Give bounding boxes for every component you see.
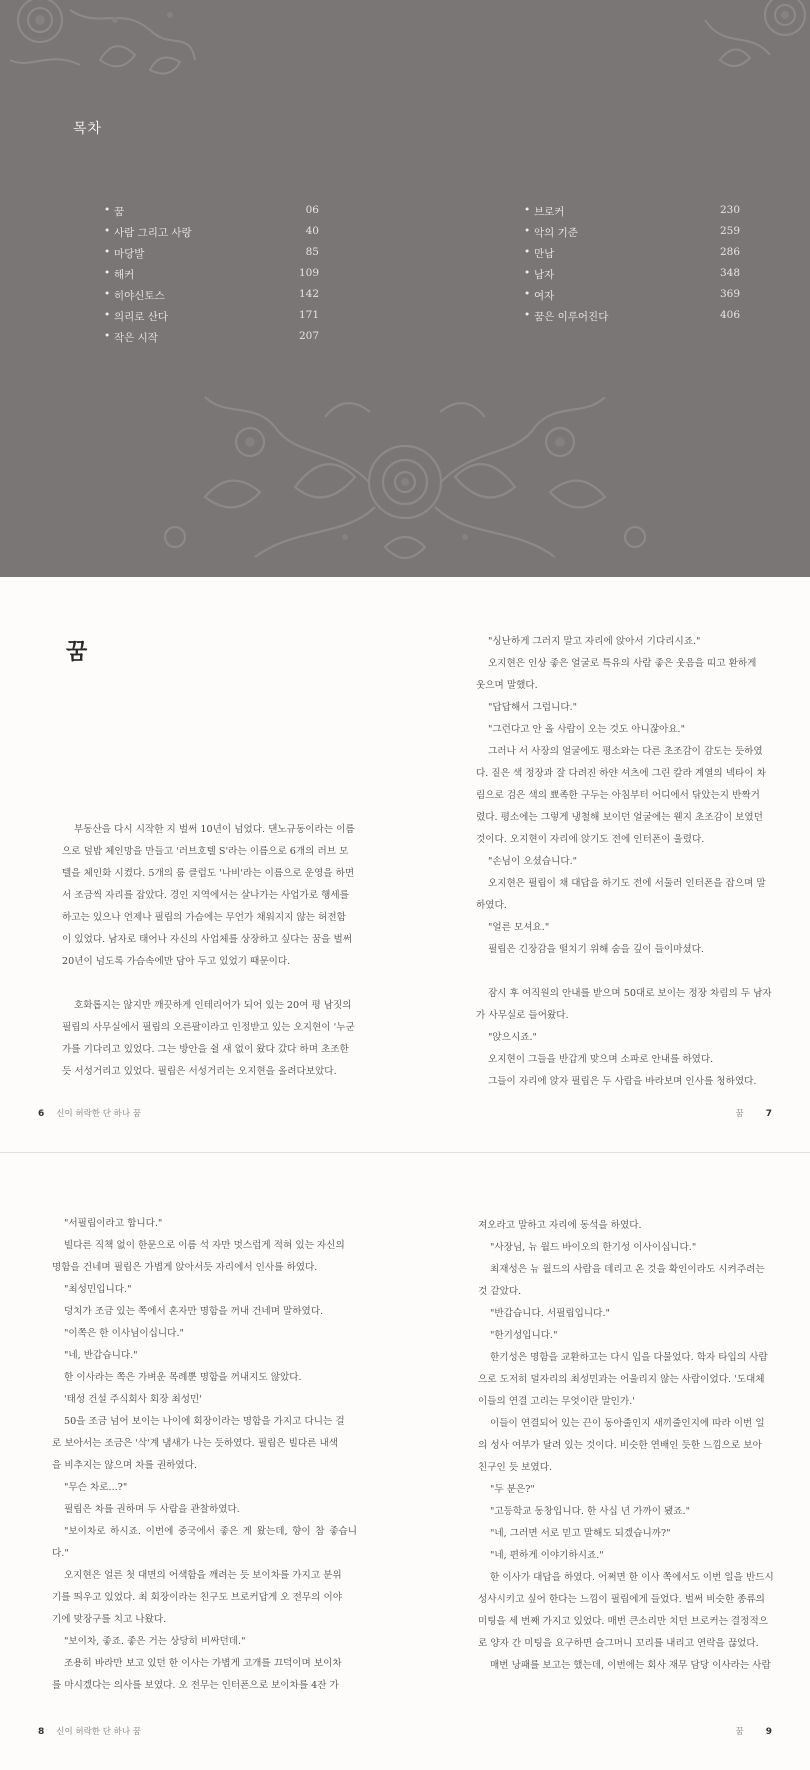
paragraph: "무슨 차로...?" xyxy=(64,1482,128,1493)
paragraph: "싱난하게 그러지 말고 자리에 앉아서 기다리시죠." xyxy=(488,636,701,647)
paragraph: "네, 그러면 서로 믿고 말해도 되겠습니까?" xyxy=(490,1528,671,1539)
bullet-icon: • xyxy=(524,267,531,279)
paragraph: 조용히 바라만 보고 있던 한 이사는 가볍게 고개를 끄덕이며 보이차 를 마시겠다는 의사를 보였다. 오 전무는 인터폰으로 보이차를 4잔 가 xyxy=(52,1658,342,1691)
toc-entry-page: 85 xyxy=(305,246,319,258)
toc-left-column xyxy=(104,204,319,351)
toc-entry-label: 의리로 산다 xyxy=(114,311,169,323)
toc-right-column xyxy=(524,204,740,330)
floral-ornament-top-right xyxy=(700,0,810,80)
page-9-body xyxy=(478,1215,783,1677)
paragraph: 한 이사라는 쪽은 가벼운 목례뿐 명함을 꺼내지도 않았다. xyxy=(64,1372,302,1383)
paragraph: "반갑습니다. 서필립입니다." xyxy=(490,1308,610,1319)
bullet-icon: • xyxy=(104,225,111,237)
toc-entry[interactable] xyxy=(524,288,740,309)
paragraph: '태성 건설 주식회사 회장 최성민' xyxy=(64,1394,202,1405)
paragraph: 그들이 자리에 앉자 필립은 두 사람을 바라보며 인사를 청하였다. xyxy=(488,1076,757,1087)
paragraph: "고등학교 동창입니다. 한 사십 년 가까이 됐죠." xyxy=(490,1506,691,1517)
paragraph: "얼른 모셔요." xyxy=(488,922,550,933)
toc-entry-label: 마당발 xyxy=(114,248,145,260)
toc-title: 목차 xyxy=(73,121,103,137)
running-title: 신이 허락한 단 하나 꿈 xyxy=(56,1727,141,1737)
folio-left xyxy=(38,1725,141,1737)
toc-entry-label: 악의 기준 xyxy=(534,227,578,239)
bullet-icon: • xyxy=(524,309,531,321)
bullet-icon: • xyxy=(104,267,111,279)
paragraph: 부동산을 다시 시작한 지 벌써 10년이 넘었다. 댄노규동이라는 이름 으로 덮밥 체인망을 만들고 '러브호텔 S'라는 이름으로 6개의 러브 모 텔을 체인화 시켰다. 5개의 룸 클럽도 '나비'라는 이름으로 운영을 하면 서 조금씩 자리를 잡았다. 경인 지역에서는 살나가는 사업가로 행세를 하고는 있으나 언제나 필립의 가슴에는 무언가 채워지지 않는 허전함 이 있었다. 남자로 태어나 자신의 사업체를 상장하고 싶다는 꿈을 벌써 20년이 넘도록 가슴속에만 담아 두고 있었기 때문이다. xyxy=(62,824,355,967)
toc-entry-label: 남자 xyxy=(534,269,555,281)
toc-entry-page: 06 xyxy=(305,204,319,216)
paragraph: "네, 반갑습니다." xyxy=(64,1350,138,1361)
paragraph: 필립은 차를 권하며 두 사람을 관찰하였다. xyxy=(64,1504,240,1515)
toc-entry-label: 꿈은 이루어진다 xyxy=(534,311,609,323)
bullet-icon: • xyxy=(524,246,531,258)
folio-left xyxy=(38,1107,141,1119)
paragraph: 필립은 긴장감을 떨치기 위해 숨을 깊이 들이마셨다. xyxy=(488,944,704,955)
toc-entry-page: 369 xyxy=(719,288,740,300)
toc-entry-label: 만남 xyxy=(534,248,555,260)
paragraph: 최재성은 뉴 월드의 사람을 데리고 온 것을 확인이라도 시켜주려는 것 같았다. xyxy=(478,1264,765,1297)
bullet-icon: • xyxy=(524,204,531,216)
paragraph: "답답해서 그럽니다." xyxy=(488,702,578,713)
toc-entry-label: 브로커 xyxy=(534,206,565,218)
toc-entry-page: 207 xyxy=(298,330,319,342)
floral-ornament-top-left xyxy=(0,0,200,90)
toc-entry-label: 사람 그리고 사랑 xyxy=(114,227,192,239)
toc-entry-page: 406 xyxy=(719,309,740,321)
folio-right xyxy=(736,1107,772,1119)
page-8-body xyxy=(52,1213,357,1697)
page-number: 8 xyxy=(38,1727,45,1737)
paragraph: "두 분은?" xyxy=(490,1484,535,1495)
paragraph: 덩치가 조금 있는 쪽에서 혼자만 명함을 꺼내 건네며 말하였다. xyxy=(64,1306,324,1317)
paragraph: "그런다고 안 올 사람이 오는 것도 아니잖아요." xyxy=(488,724,685,735)
paragraph: 오지현은 필립이 채 대답을 하기도 전에 서둘러 인터폰을 잡으며 말 하였다. xyxy=(476,878,766,911)
paragraph: "보이차로 하시죠. 이번에 중국에서 좋은 게 왔는데, 향이 참 좋습니다." xyxy=(52,1526,357,1559)
toc-entry-label: 히야신토스 xyxy=(114,290,165,302)
toc-entry[interactable] xyxy=(524,309,740,330)
toc-entry-page: 171 xyxy=(298,309,319,321)
toc-entry-label: 해커 xyxy=(114,269,135,281)
paragraph: 오지현은 인상 좋은 얼굴로 특유의 사람 좋은 웃음을 띠고 환하게 웃으며 말했다. xyxy=(476,658,757,691)
paragraph: 한 이사가 대답을 하였다. 어쩌면 한 이사 쪽에서도 이번 일을 반드시 성사시키고 싶어 한다는 느낌이 필립에게 들었다. 벌써 비슷한 종류의 미팅을 세 번째 가지고 있었다. 매번 큰소리만 치던 브로커는 결정적으 로 양자 간 미팅을 요구하면 슬그머니 꼬리를 내리고 연락을 끊었다. xyxy=(478,1572,774,1649)
page-number: 9 xyxy=(765,1727,772,1737)
page-number: 7 xyxy=(765,1109,772,1119)
toc-entry[interactable] xyxy=(524,225,740,246)
bullet-icon: • xyxy=(104,330,111,342)
running-chapter: 꿈 xyxy=(735,1109,744,1119)
toc-entry-page: 348 xyxy=(719,267,740,279)
bullet-icon: • xyxy=(104,288,111,300)
paragraph: 빌다른 직책 없이 한문으로 이름 석 자만 멋스럽게 적혀 있는 자신의 명함을 건네며 필립은 가볍게 앉아서듯 자리에서 인사를 하였다. xyxy=(52,1240,345,1273)
bullet-icon: • xyxy=(104,204,111,216)
running-title: 신이 허락한 단 하나 꿈 xyxy=(56,1109,141,1119)
page-6-body xyxy=(62,819,367,1083)
paragraph: 호화롭지는 않지만 깨끗하게 인테리어가 되어 있는 20여 평 남짓의 필립의 사무실에서 필립의 오른팔이라고 인정받고 있는 오지현이 '누군 가를 기다리고 있었다. 그는 방안을 쉴 새 없이 왔다 갔다 하며 초조한 듯 서성거리고 있었다. 필립은 서성거리는 오지현을 올려다보았다. xyxy=(62,1000,355,1077)
paragraph: 이들이 연결되어 있는 끈이 동아줄인지 새끼줄인지에 따라 이번 일 의 성사 여부가 달려 있는 것이다. 비슷한 연배인 듯한 느낌으로 보아 친구인 듯 보였다. xyxy=(478,1418,765,1473)
toc-spread xyxy=(0,0,810,577)
paragraph: 한기성은 명함을 교환하고는 다시 입을 다물었다. 학자 타입의 사람 으로 도저히 덜자리의 최성민과는 어울리지 않는 사람이었다. '도대체 이들의 연결 고리는 무엇이란 말인가.' xyxy=(478,1352,768,1407)
toc-entry-label: 여자 xyxy=(534,290,555,302)
toc-entry-page: 142 xyxy=(298,288,319,300)
folio-right xyxy=(736,1725,772,1737)
paragraph: "사장님, 뉴 월드 바이오의 한기성 이사이십니다." xyxy=(490,1242,697,1253)
page-number: 6 xyxy=(38,1109,45,1119)
spread-pages-8-9 xyxy=(0,1152,810,1770)
toc-entry[interactable] xyxy=(524,267,740,288)
paragraph: "네, 편하게 이야기하시죠." xyxy=(490,1550,604,1561)
toc-entry[interactable] xyxy=(104,309,319,330)
floral-ornament-bottom xyxy=(145,387,665,577)
toc-entry[interactable] xyxy=(524,246,740,267)
toc-entry[interactable] xyxy=(104,330,319,351)
bullet-icon: • xyxy=(524,288,531,300)
spread-pages-6-7 xyxy=(0,577,810,1152)
paragraph: "보이차, 좋죠. 좋은 거는 상당히 비싸던데." xyxy=(64,1636,246,1647)
paragraph: "이쪽은 한 이사님이십니다." xyxy=(64,1328,184,1339)
toc-entry-page: 40 xyxy=(305,225,319,237)
toc-entry-page: 286 xyxy=(719,246,740,258)
paragraph: 그러나 서 사장의 얼굴에도 평소와는 다른 초조감이 감도는 듯하였 다. 짙은 색 정장과 잘 다려진 하얀 셔츠에 그린 칼라 계열의 넥타이 차 림으로 검은 색의 뾰족한 구두는 아침부터 어디에서 닦았는지 반짝거 렸다. 평소에는 그렇게 냉철해 보이던 얼굴에는 웬지 초조감이 보였던 것이다. 오지현이 자리에 앉기도 전에 인터폰이 울렸다. xyxy=(476,746,766,845)
toc-entry[interactable] xyxy=(104,204,319,225)
toc-entry-page: 259 xyxy=(719,225,740,237)
paragraph: 잠시 후 여직원의 안내를 받으며 50대로 보이는 정장 차림의 두 남자 가 사무실로 들어왔다. xyxy=(476,988,772,1021)
toc-entry[interactable] xyxy=(524,204,740,225)
bullet-icon: • xyxy=(104,246,111,258)
chapter-title: 꿈 xyxy=(66,639,88,665)
paragraph: 오지현이 그들을 반갑게 맞으며 소파로 안내를 하였다. xyxy=(488,1054,714,1065)
toc-entry-label: 작은 시작 xyxy=(114,332,158,344)
paragraph: "한기성입니다." xyxy=(490,1330,558,1341)
toc-entry-page: 109 xyxy=(298,267,319,279)
bullet-icon: • xyxy=(104,309,111,321)
paragraph: 50을 조금 넘어 보이는 나이에 회장이라는 명함을 가지고 다니는 걸 로 보아서는 조금은 '삭'계 냄새가 나는 듯하였다. 필립은 빌다른 내색 을 비추지는 않으며 차를 권하였다. xyxy=(52,1416,345,1471)
page-7-body xyxy=(476,631,781,1093)
paragraph: "서필립이라고 합니다." xyxy=(64,1218,163,1229)
toc-entry[interactable] xyxy=(104,246,319,267)
toc-entry[interactable] xyxy=(104,267,319,288)
paragraph: 오지현은 얼른 첫 대면의 어색함을 깨려는 듯 보이차를 가지고 분위 기를 띄우고 있었다. 최 회장이라는 친구도 브로커답게 오 전무의 이야 기에 맞장구를 치고 나왔다. xyxy=(52,1570,342,1625)
toc-entry-label: 꿈 xyxy=(114,206,125,218)
toc-entry[interactable] xyxy=(104,288,319,309)
bullet-icon: • xyxy=(524,225,531,237)
toc-entry[interactable] xyxy=(104,225,319,246)
running-chapter: 꿈 xyxy=(735,1727,744,1737)
paragraph: "최성민입니다." xyxy=(64,1284,132,1295)
paragraph: 져오라고 말하고 자리에 동석을 하였다. xyxy=(478,1220,642,1231)
paragraph: "손님이 오셨습니다." xyxy=(488,856,578,867)
toc-entry-page: 230 xyxy=(719,204,740,216)
paragraph: 매번 낭패를 보고는 했는데, 이번에는 회사 재무 담당 이사라는 사람 xyxy=(490,1660,771,1671)
paragraph: "앉으시죠." xyxy=(488,1032,537,1043)
